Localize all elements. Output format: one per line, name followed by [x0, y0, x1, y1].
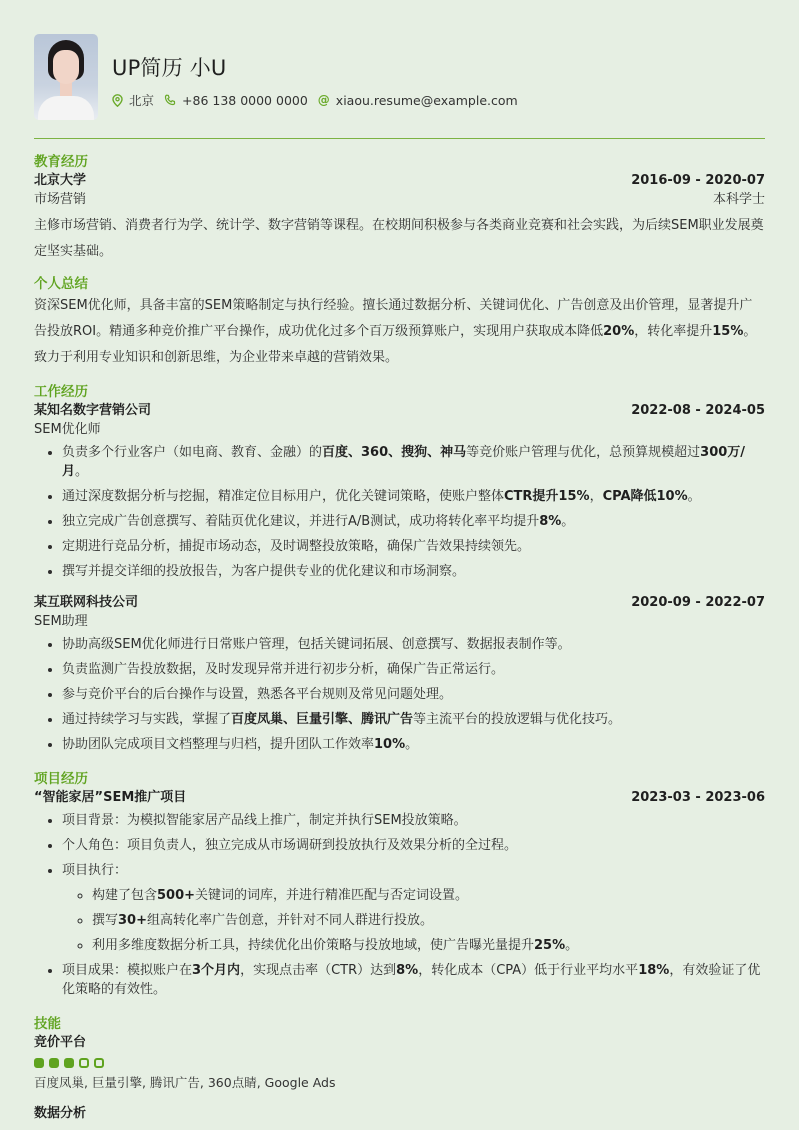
list-item: • 定期进行竞品分析，捕捉市场动态，及时调整投放策略，确保广告效果持续领先。: [62, 537, 765, 556]
projects-section: [34, 770, 765, 999]
list-item: • 协助高级SEM优化师进行日常账户管理，包括关键词拓展、创意撰写、数据报表制作等。: [62, 635, 765, 654]
list-item: • 项目背景：为模拟智能家居产品线上推广，制定并执行SEM投放策略。: [62, 811, 765, 830]
summary-section: [34, 275, 765, 371]
project-bullets: [34, 811, 765, 999]
company-name: 某互联网科技公司: [34, 595, 139, 610]
at-icon: @: [317, 93, 330, 107]
list-item: • 项目成果：模拟账户在3个月内，实现点击率（CTR）达到8%，转化成本（CPA）低于行业平均水平18%，有效验证了优化策略的有效性。: [62, 961, 765, 999]
location-text: 北京: [129, 93, 155, 108]
degree: 本科学士: [712, 192, 765, 207]
candidate-name: UP简历 小U: [112, 56, 227, 80]
list-item: • 个人角色：项目负责人，独立完成从市场调研到投放执行及效果分析的全过程。: [62, 836, 765, 855]
section-title-summary: 个人总结: [34, 276, 88, 292]
skills-section: [34, 1015, 765, 1123]
list-item: • 负责监测广告投放数据，及时发现异常并进行初步分析，确保广告正常运行。: [62, 660, 765, 679]
job-date: 2020-09 - 2022-07: [631, 595, 765, 610]
list-item: • 通过持续学习与实践，掌握了百度凤巢、巨量引擎、腾讯广告等主流平台的投放逻辑与优化技巧。: [62, 710, 765, 729]
list-item: • 负责多个行业客户（如电商、教育、金融）的百度、360、搜狗、神马等竞价账户管理与优化，总预算规模超过300万/月。: [62, 443, 765, 481]
header-divider: [34, 138, 765, 139]
job-date: 2022-08 - 2024-05: [631, 403, 765, 418]
major: 市场营销: [34, 192, 87, 207]
list-item: • 通过深度数据分析与挖掘，精准定位目标用户，优化关键词策略，使账户整体CTR提升15%，CPA降低10%。: [62, 487, 765, 506]
list-item: ◦ 利用多维度数据分析工具，持续优化出价策略与投放地域，使广告曝光量提升25%。: [92, 936, 765, 955]
rating-dot-filled: [64, 1058, 74, 1068]
job-entry: [34, 593, 765, 754]
rating-dot-filled: [34, 1058, 44, 1068]
list-item: • 参与竞价平台的后台操作与设置，熟悉各平台规则及常见问题处理。: [62, 685, 765, 704]
skill-name: 数据分析: [34, 1106, 87, 1121]
rating-dot-empty: [79, 1058, 89, 1068]
education-date: 2016-09 - 2020-07: [631, 173, 765, 188]
list-item: • 撰写并提交详细的投放报告，为客户提供专业的优化建议和市场洞察。: [62, 562, 765, 581]
contact-info: [112, 91, 528, 109]
section-title-education: 教育经历: [34, 154, 88, 170]
project-date: 2023-03 - 2023-06: [631, 790, 765, 805]
map-pin-icon: [112, 94, 123, 107]
job-bullets: [34, 635, 765, 754]
job-role: SEM优化师: [34, 422, 101, 437]
email-link[interactable]: xiaou.resume@example.com: [335, 92, 518, 108]
section-title-projects: 项目经历: [34, 771, 88, 787]
avatar: [34, 34, 98, 120]
company-name: 某知名数字营销公司: [34, 403, 152, 418]
skill-list: 百度凤巢, 巨量引擎, 腾讯广告, 360点睛, Google Ads: [34, 1075, 336, 1090]
skill-level-rating: [34, 1058, 765, 1068]
skill-name: 竞价平台: [34, 1035, 87, 1050]
resume-header: [34, 34, 765, 120]
list-item: • 独立完成广告创意撰写、着陆页优化建议，并进行A/B测试，成功将转化率平均提升8%。: [62, 512, 765, 531]
job-entry: [34, 401, 765, 581]
rating-dot-empty: [94, 1058, 104, 1068]
phone-icon: [164, 94, 176, 106]
rating-dot-filled: [49, 1058, 59, 1068]
summary-text: 资深SEM优化师，具备丰富的SEM策略制定与执行经验。擅长通过数据分析、关键词优化、广告创意及出价管理，显著提升广告投放ROI。精通多种竞价推广平台操作，成功优化过多个百万级预算账户，实现用户获取成本降低20%，转化率提升15%。致力于利用专业知识和创新思维，为企业带来卓越的营销效果。: [34, 298, 757, 365]
section-title-skills: 技能: [34, 1016, 61, 1032]
education-section: [34, 153, 765, 265]
list-item: • 项目执行： ◦ 构建了包含500+关键词的词库，并进行精准匹配与否定词设置。 ◦ 撰写30+组高转化率广告创意，并针对不同人群进行投放。 ◦ 利用多维度数据分析工具，持续优化出价策略与投放地域，使广告曝光量提升25%。: [62, 861, 765, 955]
education-description: 主修市场营销、消费者行为学、统计学、数字营销等课程。在校期间积极参与各类商业竞赛和社会实践，为后续SEM职业发展奠定坚实基础。: [34, 218, 764, 259]
execution-bullets: [62, 886, 765, 955]
work-section: [34, 383, 765, 754]
job-role: SEM助理: [34, 614, 88, 629]
job-bullets: [34, 443, 765, 581]
list-item: ◦ 撰写30+组高转化率广告创意，并针对不同人群进行投放。: [92, 911, 765, 930]
phone-text[interactable]: +86 138 0000 0000: [182, 92, 308, 108]
section-title-work: 工作经历: [34, 384, 88, 400]
list-item: ◦ 构建了包含500+关键词的词库，并进行精准匹配与否定词设置。: [92, 886, 765, 905]
project-name: “智能家居”SEM推广项目: [34, 790, 187, 805]
school-name: 北京大学: [34, 173, 87, 188]
list-item: • 协助团队完成项目文档整理与归档，提升团队工作效率10%。: [62, 735, 765, 754]
